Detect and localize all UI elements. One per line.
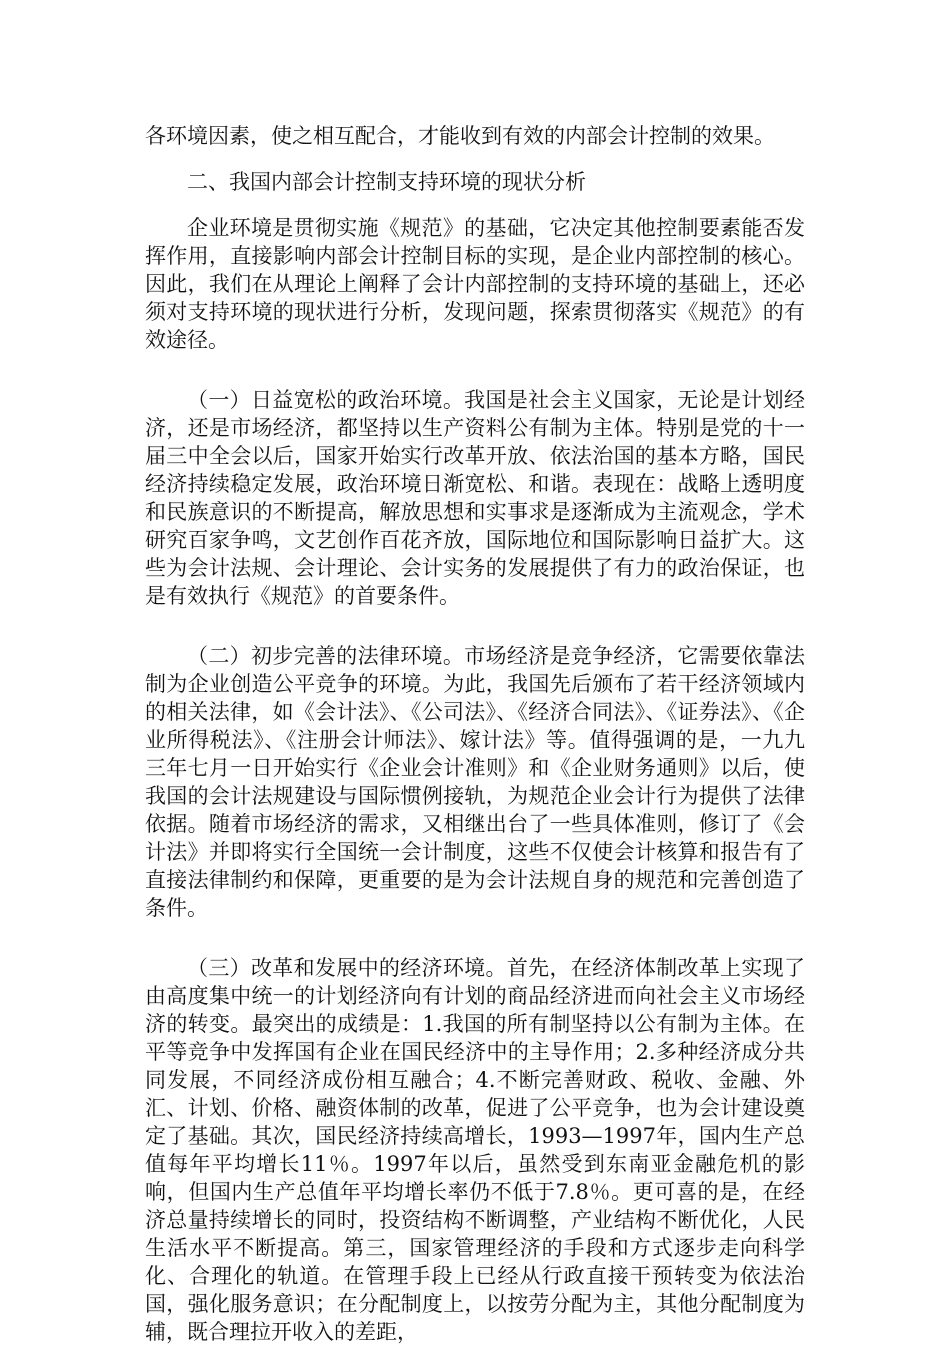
- section-heading: 二、我国内部会计控制支持环境的现状分析: [187, 170, 586, 194]
- paragraph-political-environment: （一）日益宽松的政治环境。我国是社会主义国家，无论是计划经济，还是市场经济，都坚持以生产资料公有制为主体。特别是党的十一届三中全会以后，国家开始实行改革开放、依法治国的基本方略，国民经济持续稳定发展，政治环境日渐宽松、和谐。表现在：战略上透明度和民族意识的不断提高，解放思想和实事求是逐渐成为主流观念，学术研究百家争鸣，文艺创作百花齐放，国际地位和国际影响日益扩大。这些为会计法规、会计理论、会计实务的发展提供了有力的政治保证，也是有效执行《规范》的首要条件。: [145, 388, 805, 608]
- paragraph-intro: 企业环境是贯彻实施《规范》的基础，它决定其他控制要素能否发挥作用，直接影响内部会计控制目标的实现，是企业内部控制的核心。因此，我们在从理论上阐释了会计内部控制的支持环境的基础上，还必须对支持环境的现状进行分析，发现问题，探索贯彻落实《规范》的有效途径。: [145, 216, 805, 352]
- paragraph-continuation: 各环境因素，使之相互配合，才能收到有效的内部会计控制的效果。: [145, 124, 775, 148]
- paragraph-legal-environment: （二）初步完善的法律环境。市场经济是竞争经济，它需要依靠法制为企业创造公平竞争的环境。为此，我国先后颁布了若干经济领域内的相关法律，如《会计法》、《公司法》、《经济合同法》、《证券法》、《企业所得税法》、《注册会计师法》、嫁计法》等。值得强调的是，一九九三年七月一日开始实行《企业会计准则》和《企业财务通则》以后，使我国的会计法规建设与国际惯例接轨，为规范企业会计行为提供了法律依据。随着市场经济的需求，又相继出台了一些具体准则，修订了《会计法》并即将实行全国统一会计制度，这些不仅使会计核算和报告有了直接法律制约和保障，更重要的是为会计法规自身的规范和完善创造了条件。: [145, 644, 805, 920]
- document-page: [145, 122, 805, 1346]
- paragraph-economic-environment: （三）改革和发展中的经济环境。首先，在经济体制改革上实现了由高度集中统一的计划经济向有计划的商品经济进而向社会主义市场经济的转变。最突出的成绩是：1.我国的所有制坚持以公有制为主体。在平等竞争中发挥国有企业在国民经济中的主导作用；2.多种经济成分共同发展，不同经济成份相互融合；4.不断完善财政、税收、金融、外汇、计划、价格、融资体制的改革，促进了公平竞争，也为会计建设奠定了基础。其次，国民经济持续高增长，1993—1997年，国内生产总值每年平均增长11％。1997年以后，虽然受到东南亚金融危机的影响，但国内生产总值年平均增长率仍不低于7.8％。更可喜的是，在经济总量持续增长的同时，投资结构不断调整，产业结构不断优化，人民生活水平不断提高。第三，国家管理经济的手段和方式逐步走向科学化、合理化的轨道。在管理手段上已经从行政直接干预转变为依法治国，强化服务意识；在分配制度上，以按劳分配为主，其他分配制度为辅，既合理拉开收入的差距，: [145, 956, 805, 1344]
